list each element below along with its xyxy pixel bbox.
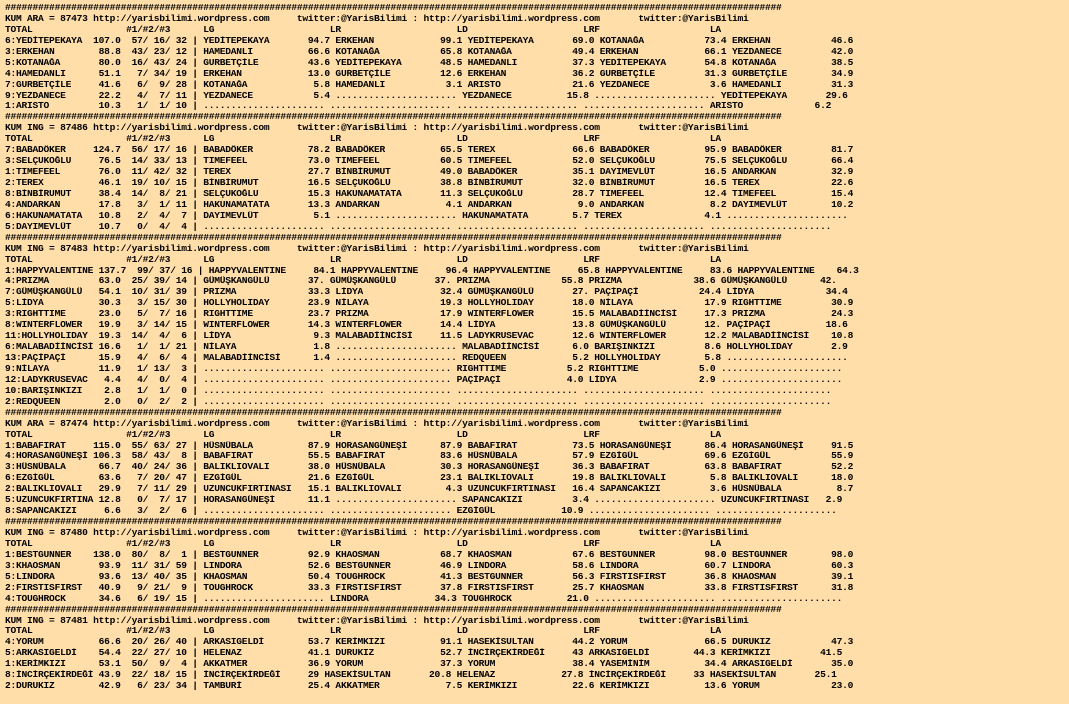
- data-row: 8:SAPANCAKIZI 6.6 3/ 2/ 6 | ...................... ...................... EZGİGÜL 10.9 ...................... ......................: [5, 506, 837, 517]
- data-row: 3:KHAOSMAN 93.9 11/ 31/ 59 | LINDORA 52.6 BESTGUNNER 46.9 LINDORA 58.6 LINDORA 60.7 LINDORA 60.3: [5, 560, 854, 571]
- column-header-line: TOTAL #1/#2/#3 LG LR LD LRF LA: [5, 429, 721, 440]
- race-header-line: KUM ING = 87481 http://yarisbilimi.wordpress.com twitter:@YarisBilimi : http://yarisbilimi.wordpress.com twitter:@YarisBilimi: [5, 615, 749, 626]
- separator-line: #############################################################################################################################################: [5, 407, 782, 418]
- data-row: 6:HAKUNAMATATA 10.8 2/ 4/ 7 | DAYIMEVLÜT 5.1 ...................... HAKUNAMATATA 5.7 TEREX 4.1 ......................: [5, 210, 848, 221]
- data-row: 1:TIMEFEEL 76.0 11/ 42/ 32 | TEREX 27.7 BİNBİRUMUT 49.0 BABADÖKER 35.1 DAYIMEVLÜT 16.5 ANDARKAN 32.9: [5, 167, 854, 178]
- separator-line: #############################################################################################################################################: [5, 517, 782, 528]
- data-row: 4:HAMEDANLI 51.1 7/ 34/ 19 | ERKEHAN 13.0 GURBETÇİLE 12.6 ERKEHAN 36.2 GURBETÇİLE 31.3 GURBETÇİLE 34.9: [5, 68, 854, 79]
- column-header-line: TOTAL #1/#2/#3 LG LR LD LRF LA: [5, 626, 721, 637]
- data-row: 1:HAPPYVALENTINE 137.7 99/ 37/ 16 | HAPPYVALENTINE 84.1 HAPPYVALENTINE 96.4 HAPPYVALENTINE 65.8 HAPPYVALENTINE 83.6 HAPPYVALENTINE 64.3: [5, 265, 859, 276]
- race-header-line: KUM ING = 87483 http://yarisbilimi.wordpress.com twitter:@YarisBilimi : http://yarisbilimi.wordpress.com twitter:@YarisBilimi: [5, 243, 749, 254]
- race-statistics-text: [5, 3, 859, 692]
- race-header-line: KUM ARA = 87474 http://yarisbilimi.wordpress.com twitter:@YarisBilimi : http://yarisbilimi.wordpress.com twitter:@YarisBilimi: [5, 418, 749, 429]
- data-row: 2:REDQUEEN 2.0 0/ 2/ 2 | ...................... ...................... ...................... ...................... ......................: [5, 396, 832, 407]
- data-row: 6:MALABADİİNCİSİ 16.6 1/ 1/ 21 | NİLAYA 1.8 ...................... MALABADİİNCİSİ 6.0 BARIŞINKIZI 8.6 HOLLYHOLIDAY 2.9: [5, 342, 848, 353]
- data-row: 1:BESTGUNNER 138.0 80/ 8/ 1 | BESTGUNNER 92.9 KHAOSMAN 68.7 KHAOSMAN 67.6 BESTGUNNER 98.0 BESTGUNNER 98.0: [5, 549, 854, 560]
- data-row: 4:ANDARKAN 17.8 3/ 1/ 11 | HAKUNAMATATA 13.3 ANDARKAN 4.1 ANDARKAN 9.0 ANDARKAN 8.2 DAYIMEVLÜT 10.2: [5, 199, 854, 210]
- data-row: 3:RIGHTTIME 23.0 5/ 7/ 16 | RIGHTTIME 23.7 PRIZMA 17.9 WINTERFLOWER 15.5 MALABADİİNCİSİ 17.3 PRIZMA 24.3: [5, 309, 854, 320]
- data-row: 6:EZGİGÜL 63.6 7/ 20/ 47 | EZGİGÜL 21.6 EZGİGÜL 23.1 BALIKLIOVALI 19.8 BALIKLIOVALI 5.8 BALIKLIOVALI 18.0: [5, 473, 854, 484]
- data-row: 3:SELÇUKOĞLU 76.5 14/ 33/ 13 | TIMEFEEL 73.0 TIMEFEEL 60.5 TIMEFEEL 52.0 SELÇUKOĞLU 75.5 SELÇUKOĞLU 66.4: [5, 156, 854, 167]
- data-row: 4:YORUM 66.6 20/ 26/ 40 | ARKASIGELDİ 53.7 KERİMKIZI 91.1 HASEKİSULTAN 44.2 YORUM 66.5 DURUKIZ 47.3: [5, 637, 854, 648]
- data-row: 2:FIRSTISFIRST 40.9 9/ 21/ 9 | TOUGHROCK 33.3 FIRSTISFIRST 37.8 FIRSTISFIRST 25.7 KHAOSMAN 33.8 FIRSTISFIRST 31.8: [5, 582, 854, 593]
- data-row: 5:DAYIMEVLÜT 10.7 0/ 4/ 4 | ...................... ...................... ...................... ...................... ......................: [5, 221, 832, 232]
- column-header-line: TOTAL #1/#2/#3 LG LR LD LRF LA: [5, 538, 721, 549]
- data-row: 12:LADYKRUSEVAC 4.4 4/ 0/ 4 | ...................... ...................... PAÇİPAÇİ 4.0 LİDYA 2.9 ......................: [5, 374, 843, 385]
- data-row: 5:ARKASIGELDİ 54.4 22/ 27/ 10 | HELENAZ 41.1 DURUKIZ 52.7 İNCİRÇEKİRDEĞİ 43 ARKASIGELDİ 44.3 KERİMKIZI 41.5: [5, 648, 843, 659]
- data-row: 2:TEREX 46.1 19/ 10/ 15 | BİNBİRUMUT 16.5 SELÇUKOĞLU 38.8 BİNBİRUMUT 32.0 BİNBİRUMUT 16.5 TEREX 22.6: [5, 178, 854, 188]
- data-row: 7:GURBETÇİLE 41.6 6/ 9/ 28 | KOTANAĞA 5.8 HAMEDANLI 3.1 ARISTO 21.6 YEZDANECE 3.6 HAMEDANLI 31.3: [5, 79, 854, 90]
- data-row: 5:LINDORA 93.6 13/ 40/ 35 | KHAOSMAN 50.4 TOUGHROCK 41.3 BESTGUNNER 56.3 FIRSTISFIRST 36.8 KHAOSMAN 39.1: [5, 571, 854, 582]
- data-row: 5:KOTANAĞA 80.0 16/ 43/ 24 | GURBETÇİLE 43.6 YEDİTEPEKAYA 48.5 HAMEDANLI 37.3 YEDİTEPEKAYA 54.8 KOTANAĞA 38.5: [5, 57, 854, 68]
- separator-line: #############################################################################################################################################: [5, 112, 782, 123]
- separator-line: #############################################################################################################################################: [5, 604, 782, 615]
- separator-line: #############################################################################################################################################: [5, 232, 782, 243]
- data-row: 3:ERKEHAN 88.8 43/ 23/ 12 | HAMEDANLI 66.6 KOTANAĞA 65.8 KOTANAĞA 49.4 ERKEHAN 66.1 YEZDANECE 42.0: [5, 46, 854, 57]
- race-header-line: KUM ARA = 87473 http://yarisbilimi.wordpress.com twitter:@YarisBilimi : http://yarisbilimi.wordpress.com twitter:@YarisBilimi: [5, 13, 749, 24]
- data-row: 6:YEDİTEPEKAYA 107.0 57/ 16/ 32 | YEDİTEPEKAYA 94.7 ERKEHAN 99.1 YEDİTEPEKAYA 69.0 KOTANAĞA 73.4 ERKEHAN 46.6: [5, 35, 854, 46]
- data-row: 4:HORASANGÜNEŞİ 106.3 58/ 43/ 8 | BABAFIRAT 55.5 BABAFIRAT 83.6 HÜSNÜBALA 57.9 EZGİGÜL 69.6 EZGİGÜL 55.9: [5, 451, 854, 462]
- data-row: 4:PRIZMA 63.0 25/ 39/ 14 | GÜMÜŞKANGÜLÜ 37. GÜMÜŞKANGÜLÜ 37. PRIZMA 55.8 PRIZMA 38.6 GÜMÜŞKANGÜLÜ 42.: [5, 276, 837, 287]
- data-row: 8:BİNBİRUMUT 38.4 14/ 8/ 21 | SELÇUKOĞLU 15.3 HAKUNAMATATA 11.3 SELÇUKOĞLU 28.7 TIMEFEEL 12.4 TIMEFEEL 15.4: [5, 188, 854, 199]
- data-row: 13:PAÇİPAÇİ 15.9 4/ 6/ 4 | MALABADİİNCİSİ 1.4 ...................... REDQUEEN 5.2 HOLLYHOLIDAY 5.8 ......................: [5, 353, 848, 363]
- data-row: 2:BALIKLIOVALI 29.9 7/ 11/ 29 | UZUNCUKFIRTINASI 15.1 BALIKLIOVALI 4.3 UZUNCUKFIRTINASI 16.4 SAPANCAKIZI 3.6 HÜSNÜBALA 8.7: [5, 484, 854, 495]
- race-header-line: KUM ING = 87486 http://yarisbilimi.wordpress.com twitter:@YarisBilimi : http://yarisbilimi.wordpress.com twitter:@YarisBilimi: [5, 123, 749, 134]
- column-header-line: TOTAL #1/#2/#3 LG LR LD LRF LA: [5, 24, 721, 35]
- data-row: 1:BABAFIRAT 115.0 55/ 63/ 27 | HÜSNÜBALA 87.9 HORASANGÜNEŞİ 87.9 BABAFIRAT 73.5 HORASANGÜNEŞİ 86.4 HORASANGÜNEŞİ 91.5: [5, 440, 854, 451]
- data-row: 2:DURUKIZ 42.9 6/ 23/ 34 | TAMBURİ 25.4 AKKATMER 7.5 KERİMKIZI 22.6 KERİMKIZI 13.6 YORUM 23.0: [5, 681, 854, 692]
- data-row: 4:TOUGHROCK 34.6 6/ 19/ 15 | ...................... LINDORA 34.3 TOUGHROCK 21.0 ...................... ......................: [5, 593, 843, 604]
- data-row: 7:GÜMÜŞKANGÜLÜ 54.1 10/ 31/ 39 | PRIZMA 33.3 LİDYA 32.4 GÜMÜŞKANGÜLÜ 27. PAÇİPAÇİ 24.4 LİDYA 34.4: [5, 287, 848, 298]
- race-header-line: KUM ING = 87480 http://yarisbilimi.wordpress.com twitter:@YarisBilimi : http://yarisbilimi.wordpress.com twitter:@YarisBilimi: [5, 528, 749, 538]
- column-header-line: TOTAL #1/#2/#3 LG LR LD LRF LA: [5, 134, 721, 145]
- data-row: 5:UZUNCUKFIRTINA 12.8 0/ 7/ 17 | HORASANGÜNEŞİ 11.1 ...................... SAPANCAKIZI 3.4 ...................... UZUNCUKFIRTINASI 2.9: [5, 495, 843, 506]
- data-row: 7:BABADÖKER 124.7 56/ 17/ 16 | BABADÖKER 78.2 BABADÖKER 65.5 TEREX 66.6 BABADÖKER 95.9 BABADÖKER 81.7: [5, 145, 854, 156]
- data-row: 1:KERİMKIZI 53.1 50/ 9/ 4 | AKKATMER 36.9 YORUM 37.3 YORUM 38.4 YASEMİNİM 34.4 ARKASIGELDİ 35.0: [5, 659, 854, 670]
- separator-line: #############################################################################################################################################: [5, 3, 782, 13]
- data-row: 8:WINTERFLOWER 19.9 3/ 14/ 15 | WINTERFLOWER 14.3 WINTERFLOWER 14.4 LİDYA 13.8 GÜMÜŞKANGÜLÜ 12. PAÇİPAÇİ 18.6: [5, 320, 848, 331]
- data-row: 10:BARIŞINKIZI 2.8 1/ 1/ 0 | ...................... ...................... ...................... ...................... ......................: [5, 385, 832, 396]
- data-row: 8:İNCİRÇEKİRDEĞİ 43.9 22/ 18/ 15 | İNCİRÇEKİRDEĞİ 29 HASEKİSULTAN 20.8 HELENAZ 27.8 İNCİRÇEKİRDEĞİ 33 HASEKİSULTAN 25.1: [5, 670, 837, 681]
- data-row: 11:HOLLYHOLIDAY 19.3 14/ 4/ 6 | LİDYA 9.3 MALABADİİNCİSİ 11.5 LADYKRUSEVAC 12.6 WINTERFLOWER 12.2 MALABADİİNCİSİ 10.8: [5, 331, 854, 342]
- data-row: 5:LİDYA 30.3 3/ 15/ 30 | HOLLYHOLIDAY 23.9 NİLAYA 19.3 HOLLYHOLIDAY 18.0 NİLAYA 17.9 RIGHTTIME 30.9: [5, 298, 854, 309]
- column-header-line: TOTAL #1/#2/#3 LG LR LD LRF LA: [5, 254, 721, 265]
- data-row: 3:HÜSNÜBALA 66.7 40/ 24/ 36 | BALIKLIOVALI 38.0 HÜSNÜBALA 30.3 HORASANGÜNEŞİ 36.3 BABAFIRAT 63.8 BABAFIRAT 52.2: [5, 462, 854, 473]
- data-row: 9:NİLAYA 11.9 1/ 13/ 3 | ...................... ...................... RIGHTTIME 5.2 RIGHTTIME 5.0 ......................: [5, 363, 843, 374]
- data-row: 1:ARISTO 10.3 1/ 1/ 10 | ...................... ...................... ...................... ...................... ARISTO 6.2: [5, 101, 832, 112]
- data-row: 9:YEZDANECE 22.2 4/ 7/ 11 | YEZDANECE 5.4 ...................... YEZDANECE 15.8 ...................... YEDİTEPEKAYA 29.6: [5, 90, 848, 101]
